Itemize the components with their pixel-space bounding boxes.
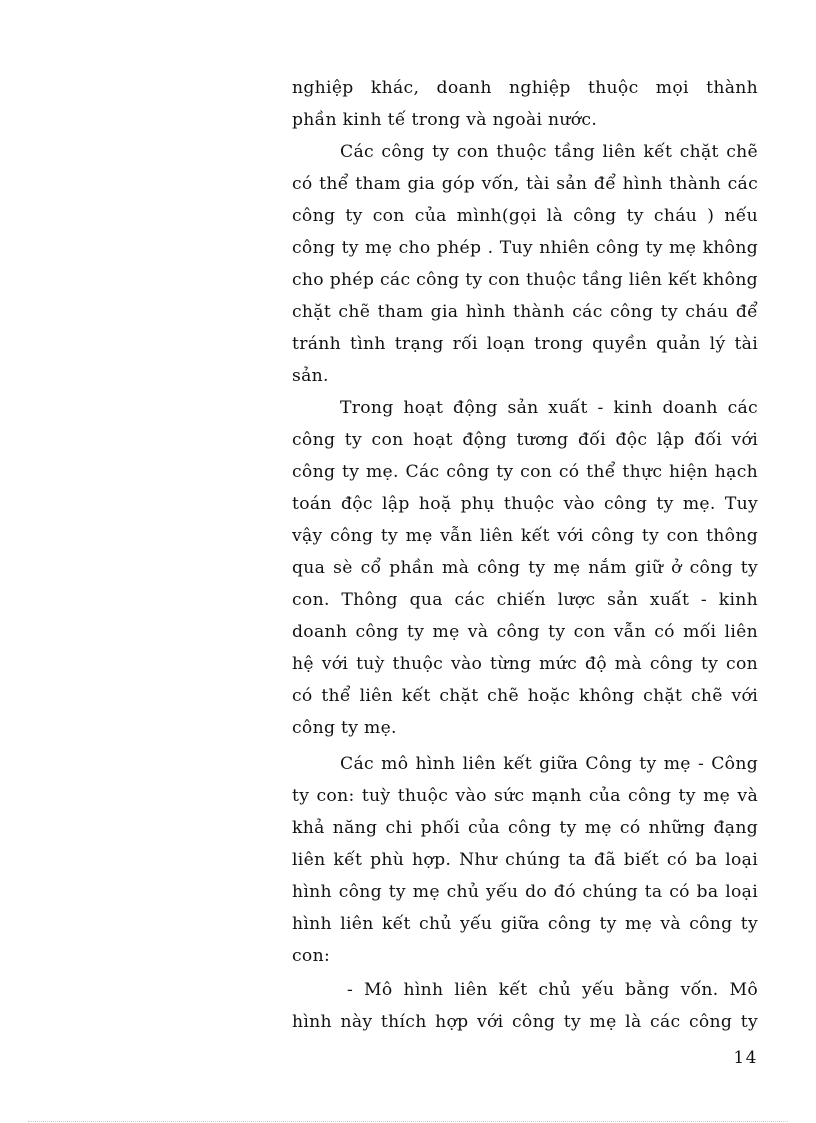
text-line: công ty con hoạt động tương đối độc lập đối với [292, 430, 758, 450]
text-line: vậy công ty mẹ vẫn liên kết với công ty con thông [292, 526, 758, 546]
text-line: cho phép các công ty con thuộc tầng liên kết không [292, 270, 758, 290]
text-line: có thể liên kết chặt chẽ hoặc không chặt chẽ với [292, 686, 758, 706]
text-line: hình công ty mẹ chủ yếu do đó chúng ta có ba loại [292, 882, 758, 902]
text-line: qua sè cổ phần mà công ty mẹ nắm giữ ở công ty [292, 558, 758, 578]
text-line: nghiệp khác, doanh nghiệp thuộc mọi thành [292, 78, 758, 98]
text-line: khả năng chi phối của công ty mẹ có những đạng [292, 818, 758, 838]
text-line: doanh công ty mẹ và công ty con vẫn có mối liên [292, 622, 758, 642]
text-line: công ty mẹ. [292, 718, 397, 738]
text-line: liên kết phù hợp. Như chúng ta đã biết có ba loại [292, 850, 758, 870]
text-line: công ty mẹ cho phép . Tuy nhiên công ty mẹ không [292, 238, 758, 258]
text-line: ty con: tuỳ thuộc vào sức mạnh của công ty mẹ và [292, 786, 758, 806]
text-line: con. Thông qua các chiến lược sản xuất - kinh [292, 590, 758, 610]
paragraph-start: Các công ty con thuộc tầng liên kết chặt chẽ [340, 142, 758, 162]
page-bottom-border [28, 1121, 788, 1122]
text-line: chặt chẽ tham gia hình thành các công ty cháu để [292, 302, 758, 322]
page-number: 14 [733, 1048, 758, 1068]
text-line: công ty mẹ. Các công ty con có thể thực hiện hạch [292, 462, 758, 482]
text-line: có thể tham gia góp vốn, tài sản để hình thành các [292, 174, 758, 194]
text-line: toán độc lập hoặ phụ thuộc vào công ty mẹ. Tuy [292, 494, 758, 514]
text-line: phần kinh tế trong và ngoài nước. [292, 110, 598, 130]
text-line: hình này thích hợp với công ty mẹ là các công ty [292, 1012, 758, 1032]
text-line: công ty con của mình(gọi là công ty cháu ) nếu [292, 206, 758, 226]
paragraph-start: Trong hoạt động sản xuất - kinh doanh các [340, 398, 758, 418]
text-line: hệ với tuỳ thuộc vào từng mức độ mà công ty con [292, 654, 758, 674]
paragraph-start: Các mô hình liên kết giữa Công ty mẹ - Công [340, 754, 758, 774]
paragraph-start: - Mô hình liên kết chủ yếu bằng vốn. Mô [347, 980, 758, 1000]
text-line: tránh tình trạng rối loạn trong quyền quản lý tài [292, 334, 758, 354]
text-line: hình liên kết chủ yếu giữa công ty mẹ và công ty [292, 914, 758, 934]
text-line: con: [292, 946, 331, 966]
text-line: sản. [292, 366, 329, 386]
